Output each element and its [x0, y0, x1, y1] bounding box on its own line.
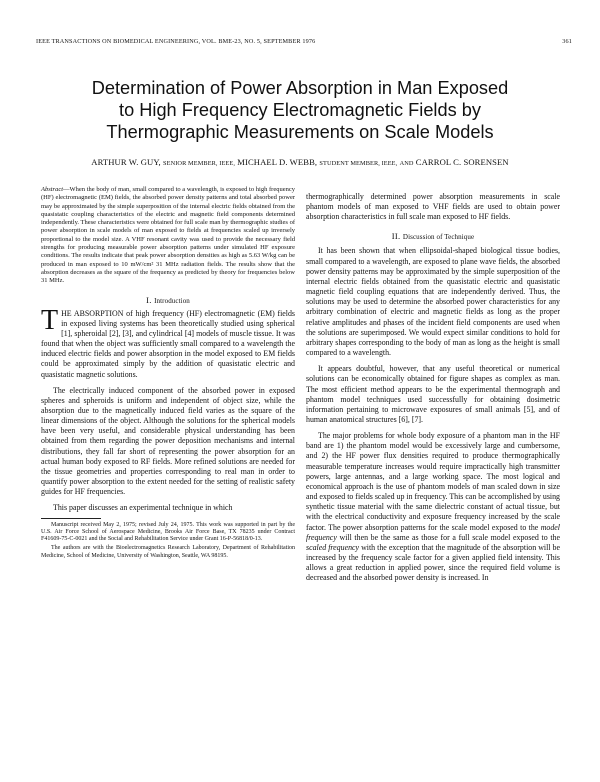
italic-term-scaled-frequency: scaled frequency: [306, 542, 360, 552]
section-numeral: II.: [391, 231, 401, 242]
intro-paragraph-2: The electrically induced component of the absorbed power in exposed spheres and spheroids is uniform and independent of object size, while the absorption due to the magnetically induced field varies as the square of the linear dimensions of the object. Although the solutions for the spherical models have been very useful, and considerable physical understanding has been obtained from them regarding the power deposition mechanisms and internal distributions, they fall far short of representing the power absorption for an actual human body exposed to RF fields. More refined solutions are needed for the tissue geometries and properties corresponding to real man in order to quantify power absorption to the extent needed for the setting of realistic safety guides for HF frequencies.: [41, 385, 295, 497]
left-column: [41, 186, 295, 562]
author-guy: ARTHUR W. GUY,: [91, 157, 161, 167]
drop-cap: T: [41, 304, 59, 336]
intro-continuation: thermographically determined power absorption measurements in scale phantom models of man exposed to VHF fields are used to obtain power absorption characteristics in full scale man exposed to HF fields.: [306, 192, 560, 222]
affiliation-student-member: STUDENT MEMBER, IEEE,: [319, 160, 398, 167]
title-line-1: Determination of Power Absorption in Man Exposed: [91, 78, 509, 98]
abstract-label: Abstract: [41, 186, 64, 193]
title-line-3: Thermographic Measurements on Scale Models: [106, 122, 494, 142]
technique-paragraph-1: It has been shown that when ellipsoidal-shaped biological tissue bodies, small compared to a wavelength, are exposed to plane wave fields, the absorbed power density patterns may be approximated by the simple superposition of the internal electric fields obtained from the quasistatic electric and quasistatic magnetic field coupling equations that are independently derived. Thus, the solutions may be used to determine the absorbed power characteristics for any arbitrary combination of electric and magnetic fields as long as the proper relative amplitudes and phases of the incident field components are used when the solutions are superimposed. We would expect similar conditions to hold for arbitrary shapes corresponding to the body of man as long as the height is small compared to a wavelength.: [306, 246, 560, 358]
right-column: [306, 192, 560, 583]
section-heading-introduction: [41, 295, 295, 305]
section-title: Discussion of Technique: [402, 233, 475, 242]
technique-paragraph-3: [306, 431, 560, 583]
footnote-rule: [41, 518, 101, 519]
journal-citation: IEEE TRANSACTIONS ON BIOMEDICAL ENGINEERING, VOL. BME-23, NO. 5, SEPTEMBER 1976: [36, 38, 316, 45]
abstract-text: —When the body of man, small compared to a wavelength, is exposed to high frequency (HF) electromagnetic (EM) fields, the absorbed power density patterns and total absorbed power may be approximated by the simple superposition of the internal electric fields obtained from the quasistatic coupling characteristics of the electric and magnetic field components determined independently. These characteristics were obtained for full scale man by thermographic studies of power absorption in scale models of man exposed to fields at frequencies scaled up inversely proportional to the model size. A VHF resonant cavity was used to provide the necessary field strengths for producing measurable power absorption patterns under simulated HF exposure conditions. The results indicate that peak power absorption densities as high as 5.63 W/kg can be produced in man exposed to 10 mW/cm² 31 MHz radiation fields. The results show that the absorption decreases as the square of the frequency as predicted by theory for frequencies below 31 MHz.: [41, 186, 295, 285]
section-heading-technique: [306, 231, 560, 241]
page-number: 361: [562, 38, 572, 45]
technique-paragraph-2: It appears doubtful, however, that any useful theoretical or numerical solutions can be economically obtained for figure shapes as complex as man. The most efficient method appears to be the experimental thermograph and phantom model techniques used successfully for obtaining dosimetric information pertaining to microwave exposures of small animals [5], and of human anatomical structures [6], [7].: [306, 364, 560, 424]
footnote-manuscript: Manuscript received May 2, 1975; revised July 24, 1975. This work was supported in part by the U.S. Air Force School of Aerospace Medicine, Brooks Air Force Base, TX 78235 under Contract F41609-75-C-0021 and the Social and Rehabilitation Service under Grant 16-P-56818/0-13.: [41, 521, 295, 543]
footnote-affiliation: The authors are with the Bioelectromagnetics Research Laboratory, Department of Rehabilitation Medicine, School of Medicine, University of Washington, Seattle, WA 98195.: [41, 545, 295, 559]
section-title: Introduction: [154, 296, 190, 305]
author-line: [40, 157, 560, 167]
abstract: [41, 186, 295, 286]
paragraph-text: will then be the same as those for a full scale model exposed to the: [336, 532, 560, 542]
section-numeral: I.: [146, 294, 152, 305]
paragraph-text: with the exception that the magnitude of the absorption will be increased by the frequency scale factor for a given applied field intensity. This allows a great reduction in applied power, since the required field volume is decreased and the absorbed power density is increased. In: [306, 542, 560, 583]
intro-paragraph-3: This paper discusses an experimental technique in which: [53, 503, 233, 513]
intro-paragraph-1: [41, 304, 295, 380]
author-webb: MICHAEL D. WEBB,: [237, 157, 318, 167]
footnotes: [41, 522, 295, 560]
italic-term-model-frequency: model frequency: [306, 522, 560, 542]
author-conjunction: AND: [399, 160, 414, 167]
paper-title: [40, 77, 560, 143]
paragraph-text: The major problems for whole body exposure of a phantom man in the HF band are 1) the phantom model would be excessively large and cumbersome, and 2) the HF power flux densities required to produce thermographically measurable temperature increases would require impractically high transmitter powers, large antennas, and a large working space. The most logical and economical approach is the use of phantom models of man scaled down in size and exposed to fields scaled up in frequency. This can be accomplished by using synthetic tissue material with the same dielectric constant of actual tissue, but with the electrical conductivity and exposure frequency increased by the scale factor. The power absorption patterns for the scale model exposed to the: [306, 431, 560, 532]
title-line-2: to High Frequency Electromagnetic Fields by: [119, 100, 481, 120]
affiliation-senior-member: SENIOR MEMBER, IEEE,: [163, 160, 235, 167]
author-sorensen: CARROL C. SORENSEN: [415, 157, 509, 167]
paragraph-text: HE ABSORPTION of high frequency (HF) electromagnetic (EM) fields in exposed living systems has been theoretically studied using spherical [1], spheroidal [2], [3], and cylindrical [4] models of muscle tissue. It was found that when the object was sufficiently small compared to a wavelength the induced electric fields and power absorption in the model exposed to EM fields could be approximated simply by the addition of quasistatic electric and quasistatic magnetic solutions.: [41, 308, 295, 379]
